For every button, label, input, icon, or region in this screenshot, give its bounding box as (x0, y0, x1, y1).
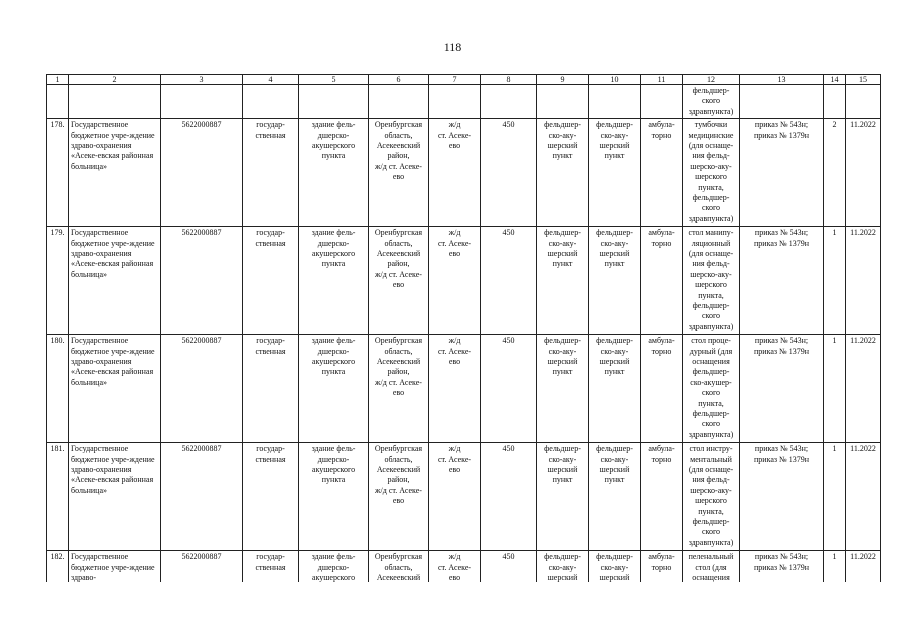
quantity-cell: 1 (824, 335, 846, 443)
care-type-cell: амбула- торно (641, 227, 683, 335)
table-row (47, 443, 881, 551)
equipment-cell: стол инстру- ментальный (для оснаще- ния фельд- шерско-аку- шерского пункта, фельдшер- ского здравпункта) (683, 443, 740, 551)
inn-cell: 5622000887 (161, 335, 243, 443)
column-number: 7 (429, 75, 481, 85)
column-number: 10 (589, 75, 641, 85)
inn-cell: 5622000887 (161, 551, 243, 596)
locality-cell: ж/д ст. Асеке- ево (429, 119, 481, 227)
date-cell: 11.2022 (846, 119, 881, 227)
page-number: 118 (443, 40, 462, 54)
building-cell: здание фель- дшерско- акушерского пункта (299, 443, 369, 551)
column-number: 1 (47, 75, 69, 85)
organization-cell: Государственное бюджетное учре-ждение здраво-охранения «Асеке-евская районная больница» (69, 227, 161, 335)
unit-name-cell: фельдшер- ско-аку- шерский пункт (589, 335, 641, 443)
care-type-cell: амбула- торно (641, 335, 683, 443)
column-number: 15 (846, 75, 881, 85)
column-number: 12 (683, 75, 740, 85)
table-row (47, 335, 881, 443)
organization-cell: Государственное бюджетное учре-ждение здраво-охранения «Асеке-евская районная больница» (69, 335, 161, 443)
page-bottom-margin (0, 582, 905, 640)
date-cell: 11.2022 (846, 551, 881, 596)
table-row (47, 119, 881, 227)
quantity-cell: 2 (824, 119, 846, 227)
equipment-cell: стол проце- дурный (для оснащения фельдшер- ско-акушер- ского пункта, фельдшер- ского здравпункта) (683, 335, 740, 443)
row-number-cell: 180. (47, 335, 69, 443)
ownership-cell: государ- ственная (243, 443, 299, 551)
row-number-cell: 182. (47, 551, 69, 596)
unit-type-cell: фельдшер- ско-аку- шерский (537, 551, 589, 596)
address-cell: Оренбургская область, Асекеевский район, ж/д ст. Асеке- ево (369, 443, 429, 551)
building-cell: здание фель- дшерско- акушерского пункта (299, 335, 369, 443)
inn-cell: 5622000887 (161, 443, 243, 551)
column-number: 14 (824, 75, 846, 85)
ownership-cell: государ- ственная (243, 335, 299, 443)
column-number: 11 (641, 75, 683, 85)
care-type-cell: амбула- торно (641, 119, 683, 227)
unit-type-cell: фельдшер- ско-аку- шерский пункт (537, 335, 589, 443)
equipment-cell: пеленальный стол (для оснащения (683, 551, 740, 596)
locality-cell: ж/д ст. Асеке- ево (429, 551, 481, 596)
order-cell: приказ № 543н; приказ № 1379н (740, 335, 824, 443)
address-cell: Оренбургская область, Асекеевский район, ж/д ст. Асеке- ево (369, 335, 429, 443)
ownership-cell: государ- ственная (243, 227, 299, 335)
quantity-cell: 1 (824, 443, 846, 551)
row-number-cell: 178. (47, 119, 69, 227)
unit-name-cell: фельдшер- ско-аку- шерский пункт (589, 227, 641, 335)
organization-cell: Государственное бюджетное учре-ждение здраво- (69, 551, 161, 596)
unit-type-cell: фельдшер- ско-аку- шерский пункт (537, 227, 589, 335)
quantity-cell: 1 (824, 551, 846, 596)
order-cell: приказ № 543н; приказ № 1379н (740, 227, 824, 335)
column-number: 9 (537, 75, 589, 85)
organization-cell: Государственное бюджетное учре-ждение здраво-охранения «Асеке-евская районная больница» (69, 443, 161, 551)
column-number: 4 (243, 75, 299, 85)
equipment-cell: стол манипу- ляционный (для оснаще- ния фельд- шерско-аку- шерского пункта, фельдшер- ского здравпункта) (683, 227, 740, 335)
order-cell: приказ № 543н; приказ № 1379н (740, 443, 824, 551)
column-number-row (47, 75, 881, 85)
table-row (47, 227, 881, 335)
equipment-cell: фельдшер- ского здравпункта) (683, 85, 740, 119)
quantity-cell: 1 (824, 227, 846, 335)
unit-type-cell: фельдшер- ско-аку- шерский пункт (537, 443, 589, 551)
address-cell: Оренбургская область, Асекеевский район, ж/д ст. Асеке- ево (369, 227, 429, 335)
care-type-cell: амбула- торно (641, 443, 683, 551)
column-number: 5 (299, 75, 369, 85)
column-number: 13 (740, 75, 824, 85)
column-number: 6 (369, 75, 429, 85)
area-cell: 450 (481, 551, 537, 596)
locality-cell: ж/д ст. Асеке- ево (429, 227, 481, 335)
address-cell: Оренбургская область, Асекеевский район, ж/д ст. Асеке- ево (369, 119, 429, 227)
area-cell: 450 (481, 119, 537, 227)
building-cell: здание фель- дшерско- акушерского (299, 551, 369, 596)
building-cell: здание фель- дшерско- акушерского пункта (299, 119, 369, 227)
unit-name-cell: фельдшер- ско-аку- шерский (589, 551, 641, 596)
area-cell: 450 (481, 443, 537, 551)
date-cell: 11.2022 (846, 227, 881, 335)
column-number: 2 (69, 75, 161, 85)
row-number-cell: 181. (47, 443, 69, 551)
ownership-cell: государ- ственная (243, 551, 299, 596)
unit-name-cell: фельдшер- ско-аку- шерский пункт (589, 119, 641, 227)
column-number: 3 (161, 75, 243, 85)
unit-name-cell: фельдшер- ско-аку- шерский пункт (589, 443, 641, 551)
locality-cell: ж/д ст. Асеке- ево (429, 443, 481, 551)
area-cell: 450 (481, 335, 537, 443)
inn-cell: 5622000887 (161, 227, 243, 335)
organization-cell: Государственное бюджетное учре-ждение здраво-охранения «Асеке-евская районная больница» (69, 119, 161, 227)
date-cell: 11.2022 (846, 335, 881, 443)
register-table (46, 74, 881, 596)
order-cell: приказ № 543н; приказ № 1379н (740, 551, 824, 596)
order-cell: приказ № 543н; приказ № 1379н (740, 119, 824, 227)
locality-cell: ж/д ст. Асеке- ево (429, 335, 481, 443)
row-number-cell: 179. (47, 227, 69, 335)
building-cell: здание фель- дшерско- акушерского пункта (299, 227, 369, 335)
equipment-cell: тумбочки медицинские (для оснаще- ния фельд- шерско-аку- шерского пункта, фельдшер- ского здравпункта) (683, 119, 740, 227)
area-cell: 450 (481, 227, 537, 335)
care-type-cell: амбула- торно (641, 551, 683, 596)
date-cell: 11.2022 (846, 443, 881, 551)
continuation-row (47, 85, 881, 119)
address-cell: Оренбургская область, Асекеевский (369, 551, 429, 596)
unit-type-cell: фельдшер- ско-аку- шерский пункт (537, 119, 589, 227)
column-number: 8 (481, 75, 537, 85)
inn-cell: 5622000887 (161, 119, 243, 227)
ownership-cell: государ- ственная (243, 119, 299, 227)
